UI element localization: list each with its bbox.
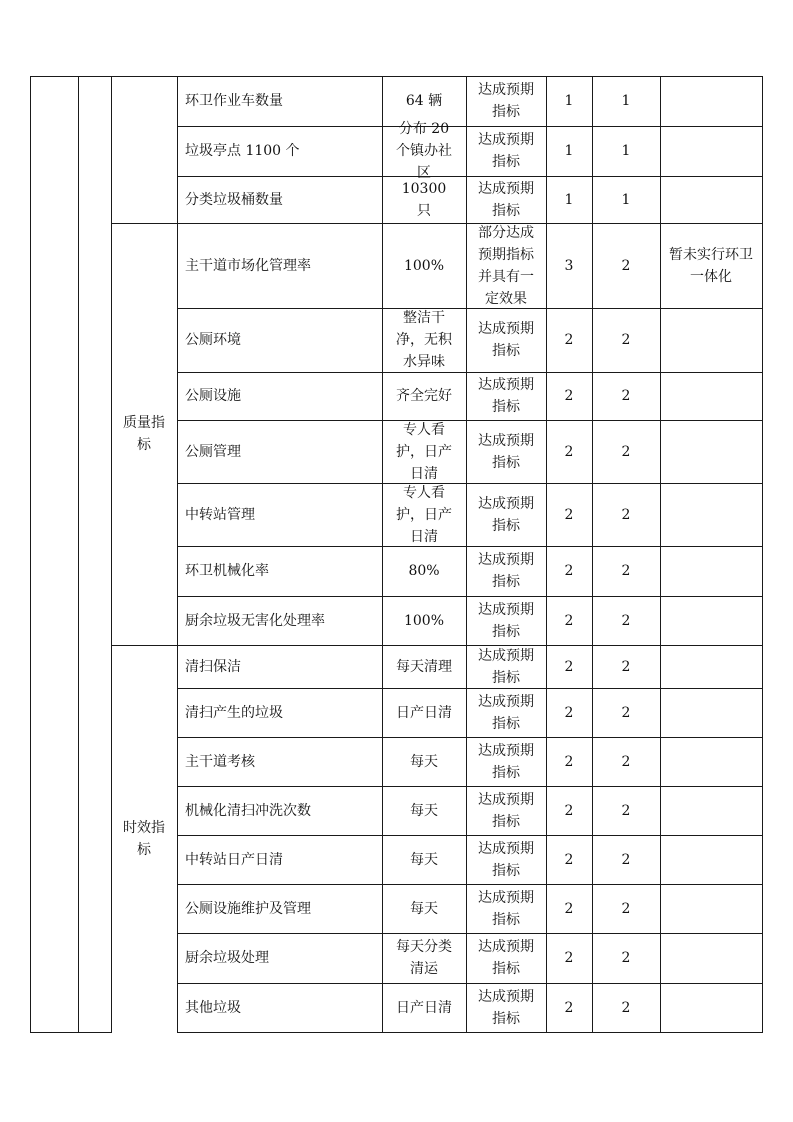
indicator-name-text: 其他垃圾 xyxy=(185,999,241,1016)
indicator-result-text: 达成预期指标 xyxy=(478,321,534,359)
indicator-value-text: 每天 xyxy=(410,802,438,819)
indicator-score-text: 2 xyxy=(621,851,631,868)
indicator-name xyxy=(177,786,382,835)
indicator-score-text: 2 xyxy=(621,443,631,460)
indicator-value-text: 专人看护，日产日清 xyxy=(396,421,452,482)
indicator-result-text: 达成预期指标 xyxy=(478,840,534,879)
indicator-result xyxy=(466,308,546,372)
indicator-value xyxy=(382,983,466,1032)
indicator-weight xyxy=(546,835,592,884)
indicator-result-text: 达成预期指标 xyxy=(478,180,534,219)
indicator-weight-text: 2 xyxy=(564,999,574,1016)
indicator-value xyxy=(382,933,466,983)
indicator-name xyxy=(177,688,382,737)
indicator-name-text: 主干道市场化管理率 xyxy=(185,257,311,274)
indicator-result-text: 达成预期指标 xyxy=(478,693,534,732)
indicator-score-text: 1 xyxy=(621,191,631,208)
indicator-name xyxy=(177,483,382,546)
indicator-value xyxy=(382,884,466,933)
indicator-score-text: 2 xyxy=(621,704,631,721)
indicator-score xyxy=(592,420,660,483)
indicator-weight-text: 1 xyxy=(564,93,574,109)
indicator-name xyxy=(177,372,382,420)
indicator-value xyxy=(382,835,466,884)
indicator-weight xyxy=(546,933,592,983)
indicator-note xyxy=(660,223,762,308)
indicator-value-text: 日产日清 xyxy=(396,704,452,721)
indicator-name-text: 中转站管理 xyxy=(185,506,255,523)
indicator-result-text: 达成预期指标 xyxy=(478,495,534,534)
indicator-weight-text: 2 xyxy=(564,563,574,579)
indicator-name-text: 公厕环境 xyxy=(185,332,241,348)
indicator-value-text: 80% xyxy=(408,563,440,579)
category-quality-text: 质量指标 xyxy=(123,415,165,453)
indicator-result xyxy=(466,483,546,546)
indicator-score xyxy=(592,884,660,933)
indicator-result xyxy=(466,223,546,308)
indicator-result-text: 达成预期指标 xyxy=(478,939,534,977)
category-timeliness xyxy=(111,645,177,1032)
indicator-weight-text: 2 xyxy=(564,851,574,868)
indicator-weight xyxy=(546,420,592,483)
category-timeliness-text: 时效指标 xyxy=(123,819,165,858)
indicator-value xyxy=(382,645,466,688)
indicator-name-text: 清扫保洁 xyxy=(185,658,241,675)
indicator-score xyxy=(592,688,660,737)
indicator-value-text: 每天 xyxy=(410,753,438,770)
indicator-value-text: 分布 20 个镇办社区 xyxy=(396,121,452,181)
indicator-score-text: 2 xyxy=(621,563,631,579)
indicator-name xyxy=(177,420,382,483)
indicator-weight xyxy=(546,76,592,126)
indicator-result xyxy=(466,786,546,835)
indicator-score xyxy=(592,737,660,786)
indicator-name xyxy=(177,983,382,1032)
indicator-value-text: 100% xyxy=(403,257,445,274)
indicator-name-text: 公厕管理 xyxy=(185,443,241,460)
indicator-name-text: 机械化清扫冲洗次数 xyxy=(185,802,311,819)
indicator-name-text: 厨余垃圾无害化处理率 xyxy=(185,612,325,629)
indicator-value-text: 每天分类清运 xyxy=(396,939,452,977)
indicator-value-text: 整洁干净，无积水异味 xyxy=(396,310,452,370)
indicator-result xyxy=(466,596,546,645)
indicator-name xyxy=(177,223,382,308)
indicator-name xyxy=(177,176,382,223)
indicator-score xyxy=(592,76,660,126)
indicator-name xyxy=(177,308,382,372)
indicator-weight xyxy=(546,688,592,737)
indicator-result-text: 达成预期指标 xyxy=(478,742,534,781)
indicator-score-text: 2 xyxy=(621,257,631,274)
indicator-score-text: 2 xyxy=(621,999,631,1016)
indicator-score xyxy=(592,786,660,835)
indicator-name xyxy=(177,126,382,176)
indicator-value xyxy=(382,688,466,737)
indicator-result xyxy=(466,737,546,786)
indicator-weight xyxy=(546,223,592,308)
indicator-value-text: 100% xyxy=(403,612,445,629)
indicator-name xyxy=(177,596,382,645)
indicator-score xyxy=(592,483,660,546)
indicator-weight xyxy=(546,737,592,786)
indicator-value xyxy=(382,596,466,645)
table-bottom-border xyxy=(177,1032,763,1033)
indicator-score xyxy=(592,223,660,308)
indicator-weight-text: 2 xyxy=(564,900,574,917)
indicator-score-text: 2 xyxy=(621,900,631,917)
category-quality xyxy=(111,223,177,645)
indicator-name-text: 厨余垃圾处理 xyxy=(185,950,269,966)
indicator-value-text: 10300 只 xyxy=(401,180,447,219)
indicator-result-text: 达成预期指标 xyxy=(478,647,534,686)
column-divider xyxy=(660,76,661,1033)
indicator-name-text: 清扫产生的垃圾 xyxy=(185,704,283,721)
indicator-name-text: 分类垃圾桶数量 xyxy=(185,191,283,208)
indicator-score xyxy=(592,983,660,1032)
indicator-weight xyxy=(546,483,592,546)
indicator-weight xyxy=(546,308,592,372)
indicator-weight-text: 2 xyxy=(564,443,574,460)
indicator-result xyxy=(466,933,546,983)
indicator-result-text: 达成预期指标 xyxy=(478,132,534,170)
indicator-score-text: 2 xyxy=(621,612,631,629)
indicator-note-text: 暂未实行环卫一体化 xyxy=(669,246,753,285)
indicator-score-text: 2 xyxy=(621,802,631,819)
indicator-name-text: 环卫机械化率 xyxy=(185,563,269,579)
table-bottom-border-left xyxy=(30,1032,111,1033)
indicator-score-text: 2 xyxy=(621,332,631,348)
indicator-value xyxy=(382,223,466,308)
indicator-result xyxy=(466,76,546,126)
indicator-weight-text: 3 xyxy=(564,257,574,274)
indicator-weight-text: 2 xyxy=(564,332,574,348)
indicator-value xyxy=(382,372,466,420)
indicator-score-text: 2 xyxy=(621,950,631,966)
indicator-result-text: 达成预期指标 xyxy=(478,988,534,1027)
indicator-value-text: 日产日清 xyxy=(396,999,452,1016)
indicator-weight-text: 2 xyxy=(564,950,574,966)
indicator-score-text: 2 xyxy=(621,658,631,675)
indicator-result-text: 达成预期指标 xyxy=(478,791,534,830)
indicator-weight xyxy=(546,983,592,1032)
indicator-result-text: 达成预期指标 xyxy=(478,82,534,120)
indicator-score xyxy=(592,308,660,372)
indicator-result-text: 达成预期指标 xyxy=(478,377,534,415)
indicator-value xyxy=(382,546,466,596)
indicator-name xyxy=(177,884,382,933)
indicator-result xyxy=(466,884,546,933)
indicator-value xyxy=(382,786,466,835)
indicator-score xyxy=(592,933,660,983)
indicator-result xyxy=(466,420,546,483)
indicator-weight-text: 1 xyxy=(564,143,574,159)
indicator-value xyxy=(382,737,466,786)
indicator-value xyxy=(382,483,466,546)
indicator-value xyxy=(382,308,466,372)
table-border-vertical xyxy=(30,76,31,1033)
indicator-score xyxy=(592,372,660,420)
indicator-result-text: 达成预期指标 xyxy=(478,889,534,928)
indicator-name xyxy=(177,76,382,126)
indicator-result xyxy=(466,126,546,176)
indicator-value-text: 每天 xyxy=(410,851,438,868)
indicator-value-text: 专人看护，日产日清 xyxy=(396,484,452,545)
indicator-weight-text: 1 xyxy=(564,191,574,208)
indicator-result xyxy=(466,546,546,596)
indicator-result xyxy=(466,835,546,884)
indicator-weight-text: 2 xyxy=(564,704,574,721)
indicator-weight-text: 2 xyxy=(564,388,574,404)
column-divider xyxy=(762,76,763,1033)
indicator-result-text: 达成预期指标 xyxy=(478,601,534,640)
indicator-weight-text: 2 xyxy=(564,506,574,523)
indicator-score xyxy=(592,835,660,884)
indicator-value-text: 每天 xyxy=(410,900,438,917)
indicator-score xyxy=(592,176,660,223)
indicator-result xyxy=(466,645,546,688)
indicator-result xyxy=(466,688,546,737)
indicator-score-text: 2 xyxy=(621,506,631,523)
indicator-name-text: 环卫作业车数量 xyxy=(185,93,283,109)
indicator-value xyxy=(382,121,466,181)
indicator-name-text: 中转站日产日清 xyxy=(185,851,283,868)
indicator-name xyxy=(177,546,382,596)
indicator-weight-text: 2 xyxy=(564,802,574,819)
indicator-name xyxy=(177,835,382,884)
indicator-value-text: 64 辆 xyxy=(405,93,443,109)
indicator-weight-text: 2 xyxy=(564,658,574,675)
indicator-weight xyxy=(546,786,592,835)
indicator-score xyxy=(592,546,660,596)
indicator-name-text: 公厕设施维护及管理 xyxy=(185,900,311,917)
indicator-name xyxy=(177,933,382,983)
indicator-score-text: 1 xyxy=(621,93,631,109)
indicator-weight xyxy=(546,176,592,223)
indicator-value xyxy=(382,420,466,483)
indicator-result xyxy=(466,372,546,420)
indicator-weight xyxy=(546,884,592,933)
indicator-value-text: 每天清理 xyxy=(396,658,452,675)
indicator-weight xyxy=(546,126,592,176)
indicator-result-text: 达成预期指标 xyxy=(478,432,534,471)
indicator-weight-text: 2 xyxy=(564,753,574,770)
indicator-weight xyxy=(546,645,592,688)
indicator-name-text: 垃圾亭点 1100 个 xyxy=(185,143,300,159)
indicator-name-text: 公厕设施 xyxy=(185,388,241,404)
indicator-score xyxy=(592,126,660,176)
indicator-weight xyxy=(546,596,592,645)
indicator-score-text: 2 xyxy=(621,388,631,404)
indicator-score-text: 2 xyxy=(621,753,631,770)
indicator-name-text: 主干道考核 xyxy=(185,753,255,770)
indicator-score xyxy=(592,596,660,645)
indicator-result xyxy=(466,983,546,1032)
indicator-weight xyxy=(546,372,592,420)
indicator-score xyxy=(592,645,660,688)
indicator-value xyxy=(382,176,466,223)
indicator-score-text: 1 xyxy=(621,143,631,159)
indicator-result xyxy=(466,176,546,223)
indicator-name xyxy=(177,645,382,688)
indicator-name xyxy=(177,737,382,786)
indicator-result-text: 达成预期指标 xyxy=(478,552,534,590)
indicator-weight xyxy=(546,546,592,596)
indicator-weight-text: 2 xyxy=(564,612,574,629)
indicator-result-text: 部分达成预期指标并具有一定效果 xyxy=(478,224,534,307)
table-border-vertical xyxy=(78,76,79,1033)
indicator-value-text: 齐全完好 xyxy=(396,388,452,404)
